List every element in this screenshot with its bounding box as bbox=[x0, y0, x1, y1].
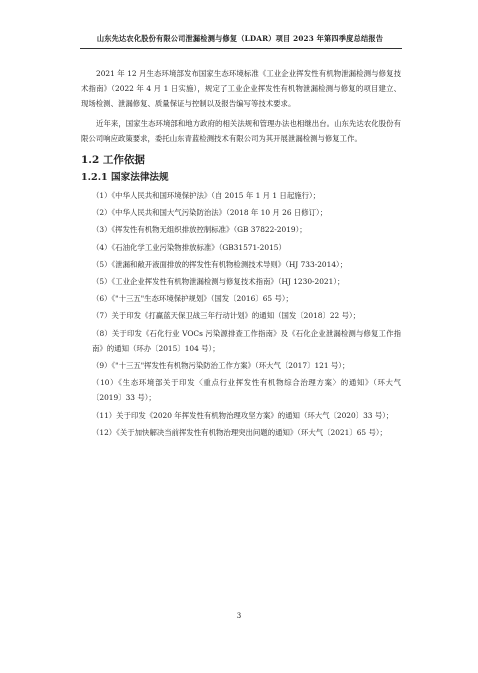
reference-item-4: （4）《石油化学工业污染物排放标准》（GB31571-2015） bbox=[92, 242, 286, 252]
document-body bbox=[81, 66, 401, 442]
section-heading: 1.2 工作依据 bbox=[81, 154, 145, 167]
reference-item-5: （5）《泄漏和敞开液面排放的挥发性有机物检测技术导则》（HJ 733-2014）； bbox=[92, 259, 348, 269]
reference-item-3: （3）《挥发性有机物无组织排放控制标准》（GB 37822-2019）； bbox=[92, 225, 307, 235]
intro-paragraph-2: 近年来，国家生态环境部和地方政府的相关法规和管理办法也相继出台。山东先达农化股份有限公司响应政策要求，委托山东青蓝检测技术有限公司为其开展泄漏检测与修复工作。 bbox=[81, 118, 401, 143]
reference-item-6: （5）《工业企业挥发性有机物泄漏检测与修复技术指南》（HJ 1230-2021）； bbox=[92, 277, 345, 287]
reference-item-1: （1）《中华人民共和国环境保护法》（自 2015 年 1 月 1 日起施行）； bbox=[92, 191, 321, 201]
reference-item-11: （10）《生态环境部关于印发〈重点行业挥发性有机物综合治理方案〉的通知》（环大气〔2019〕33 号）； bbox=[92, 378, 401, 403]
page-number: 3 bbox=[236, 612, 242, 620]
subsection-heading: 1.2.1 国家法律法规 bbox=[81, 172, 169, 184]
header-rule bbox=[80, 48, 402, 49]
reference-item-2: （2）《中华人民共和国大气污染防治法》（2018 年 10 月 26 日修订）； bbox=[92, 208, 328, 218]
reference-item-9: （8）关于印发《石化行业 VOCs 污染源排查工作指南》及《石化企业泄漏检测与修复工作指南》的通知（环办〔2015〕104 号）； bbox=[92, 328, 401, 353]
reference-item-7: （6）《"十三五"生态环境保护规划》（国发〔2016〕65 号）； bbox=[92, 294, 293, 304]
reference-item-12: （11）关于印发《2020 年挥发性有机物治理攻坚方案》的通知（环大气〔2020〕33 号）； bbox=[92, 410, 394, 420]
intro-paragraph-1: 2021 年 12 月生态环境部发布国家生态环境标准《工业企业挥发性有机物泄漏检测与修复技术指南》（2022 年 4 月 1 日实施），规定了工业企业挥发性有机物泄漏检测与修复的项目建立、现场检测、泄漏修复、质量保证与控制以及报告编写等技术要求。 bbox=[81, 69, 401, 109]
reference-item-8: （7）关于印发《打赢蓝天保卫战三年行动计划》的通知（国发〔2018〕22 号）； bbox=[92, 311, 361, 321]
reference-item-13: （12）《关于加快解决当前挥发性有机物治理突出问题的通知》（环大气〔2021〕65 号）； bbox=[92, 427, 387, 437]
reference-item-10: （9）《"十三五"挥发性有机物污染防治工作方案》（环大气〔2017〕121 号）； bbox=[92, 361, 350, 371]
running-header: 山东先达农化股份有限公司泄漏检测与修复（LDAR）项目 2023 年第四季度总结报告 bbox=[96, 34, 384, 43]
